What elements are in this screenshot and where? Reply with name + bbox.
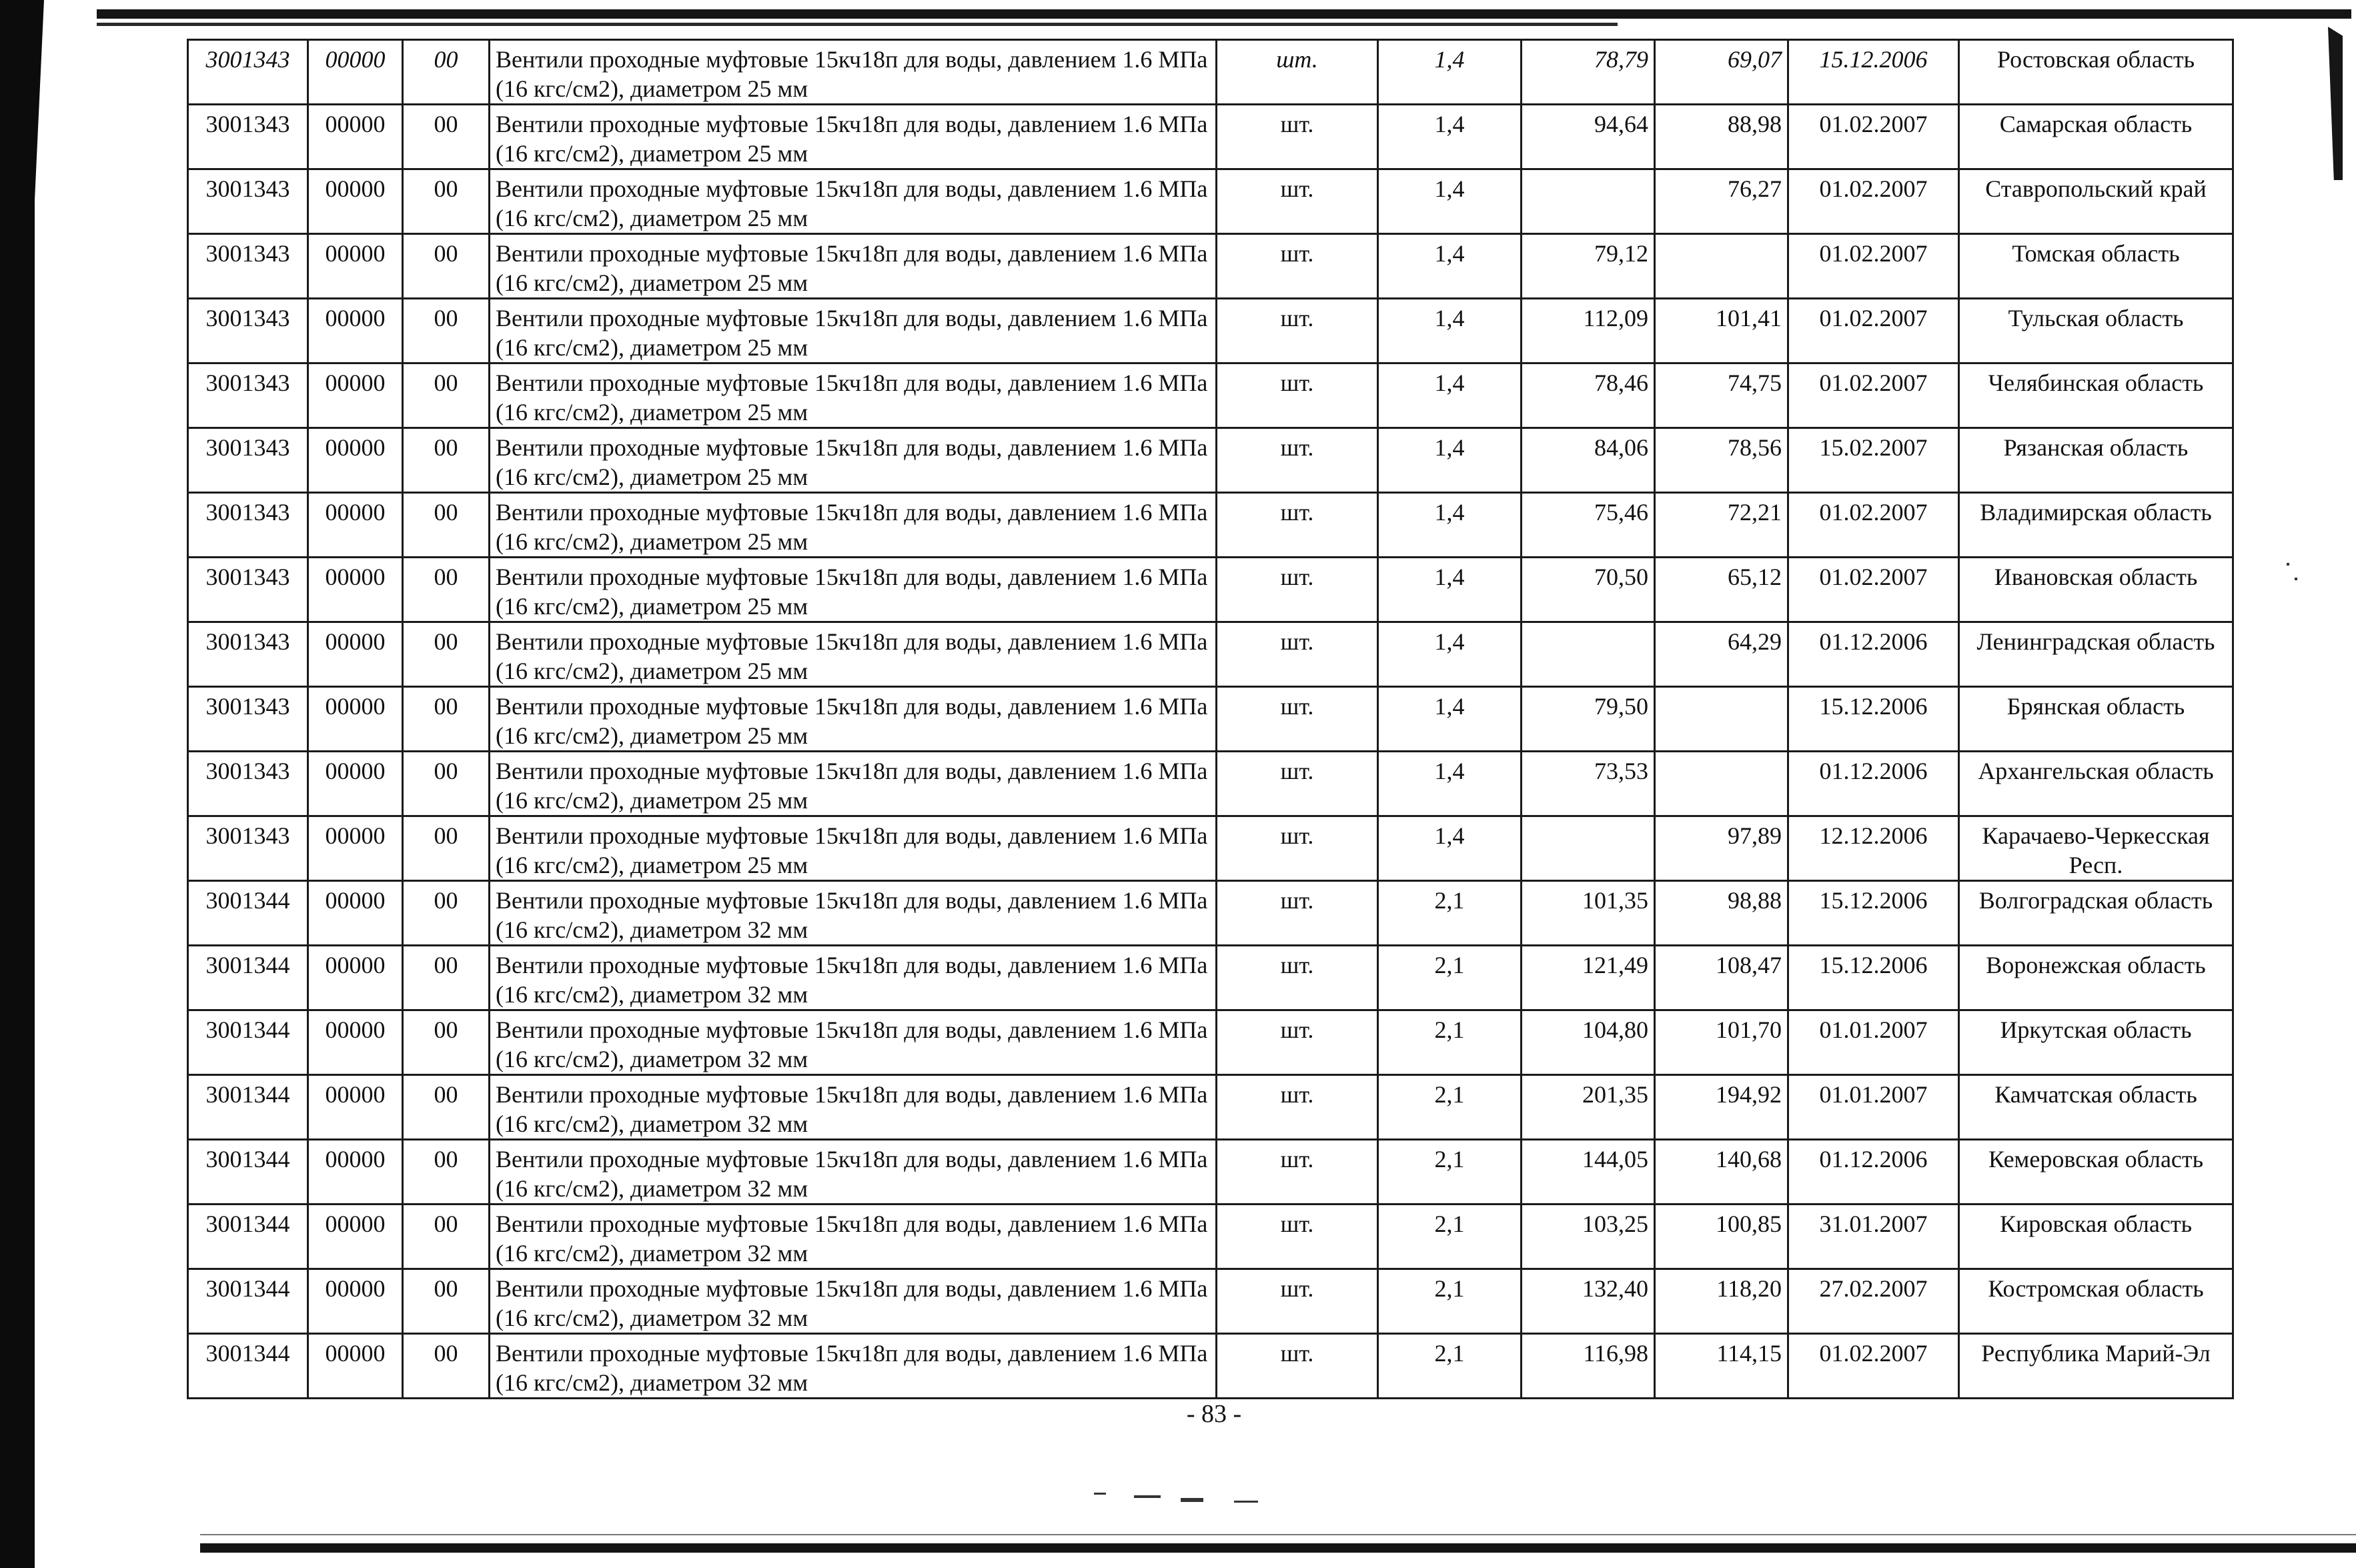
cell-price-1: 78,79 [1522, 40, 1655, 105]
scan-speck [1094, 1493, 1106, 1495]
cell-date: 01.02.2007 [1788, 169, 1959, 234]
cell-subcode: 00000 [308, 1140, 403, 1205]
cell-code: 3001344 [188, 1269, 308, 1334]
cell-description: Вентили проходные муфтовые 15кч18п для воды, давлением 1.6 МПа (16 кгс/см2), диаметром 25 мм [490, 558, 1217, 622]
cell-date: 15.12.2006 [1788, 687, 1959, 752]
cell-number: 00 [403, 1334, 490, 1399]
cell-price-2: 140,68 [1655, 1140, 1788, 1205]
cell-price-2: 97,89 [1655, 816, 1788, 881]
cell-subcode: 00000 [308, 622, 403, 687]
cell-mass: 2,1 [1378, 1075, 1522, 1140]
cell-date: 01.02.2007 [1788, 1334, 1959, 1399]
cell-code: 3001344 [188, 1075, 308, 1140]
cell-unit: шт. [1217, 40, 1378, 105]
table-row [188, 234, 2233, 299]
cell-description: Вентили проходные муфтовые 15кч18п для воды, давлением 1.6 МПа (16 кгс/см2), диаметром 32 мм [490, 1334, 1217, 1399]
cell-price-1: 121,49 [1522, 946, 1655, 1010]
cell-unit: шт. [1217, 363, 1378, 428]
cell-subcode: 00000 [308, 234, 403, 299]
cell-mass: 1,4 [1378, 687, 1522, 752]
cell-unit: шт. [1217, 169, 1378, 234]
cell-description: Вентили проходные муфтовые 15кч18п для воды, давлением 1.6 МПа (16 кгс/см2), диаметром 25 мм [490, 299, 1217, 363]
cell-region: Брянская область [1959, 687, 2233, 752]
cell-price-1: 116,98 [1522, 1334, 1655, 1399]
cell-date: 01.02.2007 [1788, 493, 1959, 558]
cell-code: 3001343 [188, 40, 308, 105]
cell-region: Ставропольский край [1959, 169, 2233, 234]
cell-mass: 1,4 [1378, 428, 1522, 493]
cell-mass: 2,1 [1378, 946, 1522, 1010]
cell-date: 15.12.2006 [1788, 881, 1959, 946]
cell-region: Архангельская область [1959, 752, 2233, 816]
cell-unit: шт. [1217, 493, 1378, 558]
cell-unit: шт. [1217, 881, 1378, 946]
table-row [188, 687, 2233, 752]
cell-price-1: 201,35 [1522, 1075, 1655, 1140]
scan-edge-top-thin [97, 23, 1618, 26]
cell-code: 3001343 [188, 428, 308, 493]
cell-price-1: 75,46 [1522, 493, 1655, 558]
cell-mass: 2,1 [1378, 1334, 1522, 1399]
cell-price-2: 194,92 [1655, 1075, 1788, 1140]
scan-speck [1234, 1501, 1258, 1503]
cell-price-2 [1655, 752, 1788, 816]
cell-price-1: 103,25 [1522, 1205, 1655, 1269]
cell-date: 01.01.2007 [1788, 1010, 1959, 1075]
cell-code: 3001343 [188, 105, 308, 169]
cell-unit: шт. [1217, 752, 1378, 816]
cell-price-2: 64,29 [1655, 622, 1788, 687]
cell-subcode: 00000 [308, 1010, 403, 1075]
cell-date: 15.12.2006 [1788, 40, 1959, 105]
cell-number: 00 [403, 169, 490, 234]
cell-subcode: 00000 [308, 1269, 403, 1334]
cell-description: Вентили проходные муфтовые 15кч18п для воды, давлением 1.6 МПа (16 кгс/см2), диаметром 32 мм [490, 1269, 1217, 1334]
cell-subcode: 00000 [308, 816, 403, 881]
cell-code: 3001343 [188, 493, 308, 558]
cell-subcode: 00000 [308, 299, 403, 363]
cell-mass: 1,4 [1378, 40, 1522, 105]
table-row [188, 1010, 2233, 1075]
table-row [188, 363, 2233, 428]
table-row [188, 1140, 2233, 1205]
cell-code: 3001344 [188, 946, 308, 1010]
cell-unit: шт. [1217, 1334, 1378, 1399]
cell-unit: шт. [1217, 1075, 1378, 1140]
scan-edge-top [97, 9, 2351, 19]
cell-date: 01.12.2006 [1788, 1140, 1959, 1205]
cell-price-1: 101,35 [1522, 881, 1655, 946]
cell-code: 3001343 [188, 622, 308, 687]
cell-date: 27.02.2007 [1788, 1269, 1959, 1334]
cell-number: 00 [403, 946, 490, 1010]
cell-number: 00 [403, 1205, 490, 1269]
cell-code: 3001343 [188, 234, 308, 299]
scan-edge-bottom-thin [200, 1534, 2356, 1535]
cell-region: Тульская область [1959, 299, 2233, 363]
cell-region: Воронежская область [1959, 946, 2233, 1010]
cell-unit: шт. [1217, 1010, 1378, 1075]
cell-date: 01.02.2007 [1788, 558, 1959, 622]
scan-edge-bottom [200, 1543, 2356, 1553]
cell-price-2: 78,56 [1655, 428, 1788, 493]
cell-description: Вентили проходные муфтовые 15кч18п для воды, давлением 1.6 МПа (16 кгс/см2), диаметром 25 мм [490, 816, 1217, 881]
cell-price-2: 114,15 [1655, 1334, 1788, 1399]
table-row [188, 816, 2233, 881]
cell-description: Вентили проходные муфтовые 15кч18п для воды, давлением 1.6 МПа (16 кгс/см2), диаметром 25 мм [490, 169, 1217, 234]
cell-description: Вентили проходные муфтовые 15кч18п для воды, давлением 1.6 МПа (16 кгс/см2), диаметром 32 мм [490, 881, 1217, 946]
cell-unit: шт. [1217, 234, 1378, 299]
table-row [188, 1334, 2233, 1399]
cell-region: Кемеровская область [1959, 1140, 2233, 1205]
cell-region: Ростовская область [1959, 40, 2233, 105]
cell-price-2: 74,75 [1655, 363, 1788, 428]
cell-mass: 2,1 [1378, 1205, 1522, 1269]
cell-number: 00 [403, 1010, 490, 1075]
cell-date: 01.02.2007 [1788, 105, 1959, 169]
table-row [188, 40, 2233, 105]
cell-code: 3001344 [188, 1205, 308, 1269]
cell-date: 31.01.2007 [1788, 1205, 1959, 1269]
cell-price-1: 132,40 [1522, 1269, 1655, 1334]
cell-mass: 1,4 [1378, 558, 1522, 622]
table-row [188, 1205, 2233, 1269]
cell-region: Республика Марий-Эл [1959, 1334, 2233, 1399]
cell-date: 15.02.2007 [1788, 428, 1959, 493]
cell-date: 01.01.2007 [1788, 1075, 1959, 1140]
table-row [188, 105, 2233, 169]
cell-subcode: 00000 [308, 493, 403, 558]
cell-code: 3001343 [188, 752, 308, 816]
scan-speck [2295, 578, 2297, 580]
cell-code: 3001343 [188, 299, 308, 363]
cell-number: 00 [403, 816, 490, 881]
cell-description: Вентили проходные муфтовые 15кч18п для воды, давлением 1.6 МПа (16 кгс/см2), диаметром 25 мм [490, 105, 1217, 169]
cell-price-2: 65,12 [1655, 558, 1788, 622]
cell-description: Вентили проходные муфтовые 15кч18п для воды, давлением 1.6 МПа (16 кгс/см2), диаметром 25 мм [490, 493, 1217, 558]
cell-number: 00 [403, 428, 490, 493]
cell-price-1: 104,80 [1522, 1010, 1655, 1075]
cell-number: 00 [403, 363, 490, 428]
cell-subcode: 00000 [308, 40, 403, 105]
cell-price-2: 118,20 [1655, 1269, 1788, 1334]
table-row [188, 428, 2233, 493]
cell-date: 01.02.2007 [1788, 299, 1959, 363]
cell-code: 3001344 [188, 1010, 308, 1075]
cell-subcode: 00000 [308, 105, 403, 169]
cell-unit: шт. [1217, 299, 1378, 363]
cell-unit: шт. [1217, 1269, 1378, 1334]
table-body [188, 40, 2233, 1399]
cell-date: 01.02.2007 [1788, 234, 1959, 299]
cell-description: Вентили проходные муфтовые 15кч18п для воды, давлением 1.6 МПа (16 кгс/см2), диаметром 25 мм [490, 40, 1217, 105]
cell-code: 3001344 [188, 1334, 308, 1399]
cell-price-2: 69,07 [1655, 40, 1788, 105]
cell-number: 00 [403, 752, 490, 816]
cell-price-1: 144,05 [1522, 1140, 1655, 1205]
cell-description: Вентили проходные муфтовые 15кч18п для воды, давлением 1.6 МПа (16 кгс/см2), диаметром 25 мм [490, 363, 1217, 428]
price-table [187, 39, 2234, 1399]
cell-description: Вентили проходные муфтовые 15кч18п для воды, давлением 1.6 МПа (16 кгс/см2), диаметром 25 мм [490, 752, 1217, 816]
cell-region: Челябинская область [1959, 363, 2233, 428]
table-row [188, 1075, 2233, 1140]
cell-mass: 1,4 [1378, 363, 1522, 428]
table-row [188, 169, 2233, 234]
cell-region: Кировская область [1959, 1205, 2233, 1269]
cell-price-2 [1655, 687, 1788, 752]
cell-date: 01.12.2006 [1788, 752, 1959, 816]
cell-subcode: 00000 [308, 946, 403, 1010]
cell-region: Владимирская область [1959, 493, 2233, 558]
cell-description: Вентили проходные муфтовые 15кч18п для воды, давлением 1.6 МПа (16 кгс/см2), диаметром 25 мм [490, 687, 1217, 752]
cell-date: 01.12.2006 [1788, 622, 1959, 687]
cell-number: 00 [403, 105, 490, 169]
cell-number: 00 [403, 234, 490, 299]
cell-description: Вентили проходные муфтовые 15кч18п для воды, давлением 1.6 МПа (16 кгс/см2), диаметром 25 мм [490, 234, 1217, 299]
cell-code: 3001343 [188, 687, 308, 752]
cell-number: 00 [403, 40, 490, 105]
cell-mass: 2,1 [1378, 1269, 1522, 1334]
cell-number: 00 [403, 299, 490, 363]
cell-price-1 [1522, 622, 1655, 687]
cell-subcode: 00000 [308, 363, 403, 428]
table-row [188, 752, 2233, 816]
table-row [188, 622, 2233, 687]
cell-price-1: 70,50 [1522, 558, 1655, 622]
cell-subcode: 00000 [308, 1334, 403, 1399]
cell-unit: шт. [1217, 622, 1378, 687]
cell-number: 00 [403, 1140, 490, 1205]
cell-region: Костромская область [1959, 1269, 2233, 1334]
cell-subcode: 00000 [308, 428, 403, 493]
cell-price-2: 98,88 [1655, 881, 1788, 946]
scan-speck [1181, 1498, 1203, 1502]
table-row [188, 881, 2233, 946]
cell-code: 3001344 [188, 881, 308, 946]
cell-price-2: 101,41 [1655, 299, 1788, 363]
cell-unit: шт. [1217, 946, 1378, 1010]
cell-price-1: 112,09 [1522, 299, 1655, 363]
cell-price-1: 78,46 [1522, 363, 1655, 428]
cell-subcode: 00000 [308, 169, 403, 234]
cell-description: Вентили проходные муфтовые 15кч18п для воды, давлением 1.6 МПа (16 кгс/см2), диаметром 32 мм [490, 1205, 1217, 1269]
cell-region: Рязанская область [1959, 428, 2233, 493]
cell-mass: 1,4 [1378, 299, 1522, 363]
cell-number: 00 [403, 622, 490, 687]
cell-region: Карачаево-Черкесская Респ. [1959, 816, 2233, 881]
cell-subcode: 00000 [308, 687, 403, 752]
scan-edge-left [0, 0, 35, 1568]
cell-price-1 [1522, 169, 1655, 234]
cell-price-1: 79,12 [1522, 234, 1655, 299]
cell-region: Камчатская область [1959, 1075, 2233, 1140]
cell-date: 01.02.2007 [1788, 363, 1959, 428]
cell-price-2 [1655, 234, 1788, 299]
cell-unit: шт. [1217, 558, 1378, 622]
cell-description: Вентили проходные муфтовые 15кч18п для воды, давлением 1.6 МПа (16 кгс/см2), диаметром 32 мм [490, 1140, 1217, 1205]
scan-edge-wedge [35, 0, 44, 200]
cell-subcode: 00000 [308, 558, 403, 622]
cell-code: 3001344 [188, 1140, 308, 1205]
cell-date: 12.12.2006 [1788, 816, 1959, 881]
cell-subcode: 00000 [308, 1205, 403, 1269]
cell-mass: 1,4 [1378, 234, 1522, 299]
cell-description: Вентили проходные муфтовые 15кч18п для воды, давлением 1.6 МПа (16 кгс/см2), диаметром 32 мм [490, 1075, 1217, 1140]
cell-price-2: 88,98 [1655, 105, 1788, 169]
cell-unit: шт. [1217, 105, 1378, 169]
cell-unit: шт. [1217, 428, 1378, 493]
cell-number: 00 [403, 1075, 490, 1140]
cell-price-1: 79,50 [1522, 687, 1655, 752]
cell-mass: 1,4 [1378, 169, 1522, 234]
cell-price-1: 73,53 [1522, 752, 1655, 816]
cell-description: Вентили проходные муфтовые 15кч18п для воды, давлением 1.6 МПа (16 кгс/см2), диаметром 32 мм [490, 1010, 1217, 1075]
cell-region: Самарская область [1959, 105, 2233, 169]
cell-description: Вентили проходные муфтовые 15кч18п для воды, давлением 1.6 МПа (16 кгс/см2), диаметром 32 мм [490, 946, 1217, 1010]
table-row [188, 1269, 2233, 1334]
cell-region: Иркутская область [1959, 1010, 2233, 1075]
cell-price-2: 100,85 [1655, 1205, 1788, 1269]
cell-code: 3001343 [188, 558, 308, 622]
cell-code: 3001343 [188, 169, 308, 234]
cell-date: 15.12.2006 [1788, 946, 1959, 1010]
cell-number: 00 [403, 1269, 490, 1334]
cell-subcode: 00000 [308, 881, 403, 946]
cell-region: Томская область [1959, 234, 2233, 299]
table-row [188, 558, 2233, 622]
cell-unit: шт. [1217, 1140, 1378, 1205]
cell-mass: 1,4 [1378, 105, 1522, 169]
cell-number: 00 [403, 881, 490, 946]
cell-number: 00 [403, 687, 490, 752]
table-row [188, 493, 2233, 558]
cell-code: 3001343 [188, 363, 308, 428]
cell-mass: 2,1 [1378, 1140, 1522, 1205]
cell-mass: 2,1 [1378, 881, 1522, 946]
cell-price-2: 72,21 [1655, 493, 1788, 558]
cell-price-2: 76,27 [1655, 169, 1788, 234]
cell-mass: 1,4 [1378, 816, 1522, 881]
cell-unit: шт. [1217, 1205, 1378, 1269]
cell-price-1: 84,06 [1522, 428, 1655, 493]
cell-code: 3001343 [188, 816, 308, 881]
scan-speck [1134, 1495, 1161, 1498]
cell-price-1 [1522, 816, 1655, 881]
page-number: - 83 - [1186, 1400, 1242, 1428]
cell-price-2: 101,70 [1655, 1010, 1788, 1075]
cell-description: Вентили проходные муфтовые 15кч18п для воды, давлением 1.6 МПа (16 кгс/см2), диаметром 25 мм [490, 428, 1217, 493]
cell-region: Волгоградская область [1959, 881, 2233, 946]
cell-description: Вентили проходные муфтовые 15кч18п для воды, давлением 1.6 МПа (16 кгс/см2), диаметром 25 мм [490, 622, 1217, 687]
cell-subcode: 00000 [308, 1075, 403, 1140]
cell-mass: 2,1 [1378, 1010, 1522, 1075]
cell-mass: 1,4 [1378, 493, 1522, 558]
cell-price-1: 94,64 [1522, 105, 1655, 169]
cell-region: Ленинградская область [1959, 622, 2233, 687]
table-row [188, 299, 2233, 363]
table-row [188, 946, 2233, 1010]
cell-region: Ивановская область [1959, 558, 2233, 622]
cell-unit: шт. [1217, 816, 1378, 881]
cell-mass: 1,4 [1378, 622, 1522, 687]
scan-speck [2287, 563, 2289, 566]
cell-number: 00 [403, 493, 490, 558]
cell-unit: шт. [1217, 687, 1378, 752]
cell-number: 00 [403, 558, 490, 622]
cell-mass: 1,4 [1378, 752, 1522, 816]
cell-price-2: 108,47 [1655, 946, 1788, 1010]
scan-edge-right [2328, 27, 2343, 180]
cell-subcode: 00000 [308, 752, 403, 816]
